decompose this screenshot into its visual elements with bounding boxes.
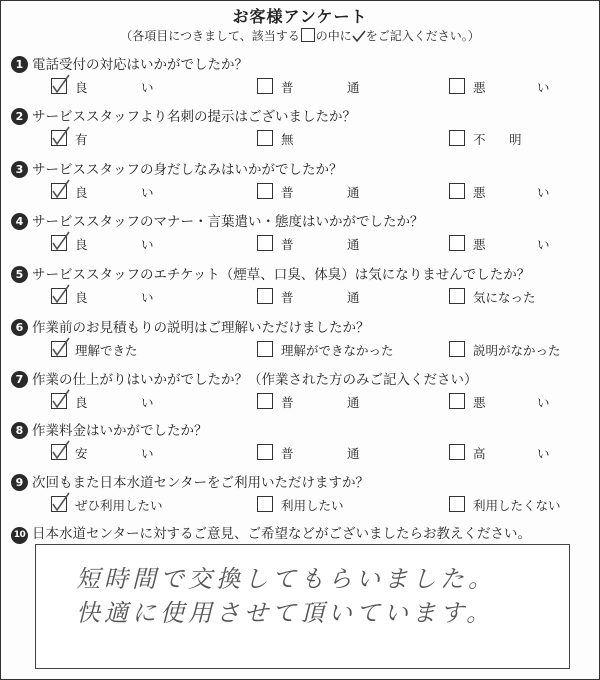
answer-label: 悪 xyxy=(473,185,486,200)
answer-label-tail: 通 xyxy=(347,237,360,252)
comment-textarea[interactable] xyxy=(35,544,570,669)
question-text: サービススタッフのエチケット（煙草、口臭、体臭）は気になりませんでしたか？ xyxy=(32,267,531,283)
question-4 xyxy=(11,210,424,230)
question-number-badge: 7 xyxy=(11,371,28,388)
handwritten-check-icon xyxy=(49,284,71,306)
answer-option[interactable] xyxy=(449,130,589,146)
answer-label: 安 xyxy=(75,446,88,461)
answer-label: 不 xyxy=(473,132,486,147)
answer-label-tail: い xyxy=(537,237,550,252)
answer-checkbox[interactable] xyxy=(449,78,465,94)
answer-checkbox[interactable] xyxy=(257,496,273,512)
answer-label: 良 xyxy=(75,237,88,252)
answer-option[interactable] xyxy=(257,183,397,199)
answer-option[interactable] xyxy=(449,235,589,251)
answer-label-tail: 通 xyxy=(347,185,360,200)
answer-option[interactable] xyxy=(257,235,397,251)
handwritten-check-icon xyxy=(49,74,71,96)
answer-checkbox[interactable] xyxy=(449,444,465,460)
question-text: 作業料金はいかがでしたか？ xyxy=(32,423,208,439)
answer-checkbox[interactable] xyxy=(449,235,465,251)
answer-label: 気になった xyxy=(473,290,536,305)
question-text: 電話受付の対応はいかがでしたか？ xyxy=(32,57,248,73)
answer-label-tail: い xyxy=(141,395,154,410)
answer-label: 無 xyxy=(281,132,294,147)
answer-label: 普 xyxy=(281,395,294,410)
answer-option[interactable] xyxy=(51,341,191,357)
question-text: サービススタッフのマナー・言葉遣い・態度はいかがでしたか？ xyxy=(32,214,424,230)
comment-question xyxy=(11,522,531,544)
answer-label-tail: い xyxy=(141,446,154,461)
answer-checkbox[interactable] xyxy=(257,183,273,199)
answer-checkbox[interactable] xyxy=(51,235,67,251)
answer-label-tail: い xyxy=(141,237,154,252)
question-text: サービススタッフの身だしなみはいかがでしたか？ xyxy=(32,162,343,178)
handwritten-check-icon xyxy=(49,126,71,148)
answer-label: 理解できた xyxy=(75,343,138,358)
answer-label: 良 xyxy=(75,395,88,410)
answer-option[interactable] xyxy=(51,496,191,512)
question-8 xyxy=(11,419,208,439)
answer-option[interactable] xyxy=(51,235,191,251)
answer-option[interactable] xyxy=(51,78,191,94)
answer-label: 説明がなかった xyxy=(473,343,561,358)
handwritten-check-icon xyxy=(49,389,71,411)
question-text: 日本水道センターに対するご意見、ご希望などがございましたらお教えください。 xyxy=(32,526,531,542)
answer-option[interactable] xyxy=(257,288,397,304)
answer-label-tail: い xyxy=(537,446,550,461)
answer-checkbox[interactable] xyxy=(257,288,273,304)
answer-label: ぜひ利用したい xyxy=(75,498,163,513)
survey-title: お客様アンケート xyxy=(232,7,368,26)
answer-option[interactable] xyxy=(257,78,397,94)
answer-option[interactable] xyxy=(257,341,397,357)
question-3 xyxy=(11,158,343,178)
answer-label-tail: 通 xyxy=(347,446,360,461)
answer-label-tail: い xyxy=(141,80,154,95)
answer-option[interactable] xyxy=(51,444,191,460)
answer-label: 有 xyxy=(75,132,88,147)
answer-option[interactable] xyxy=(449,183,589,199)
question-number-badge: 9 xyxy=(11,474,28,491)
answer-label: 良 xyxy=(75,80,88,95)
answer-checkbox[interactable] xyxy=(51,130,67,146)
answer-checkbox[interactable] xyxy=(51,183,67,199)
answer-checkbox[interactable] xyxy=(51,393,67,409)
answer-option[interactable] xyxy=(51,288,191,304)
answer-label-tail: 明 xyxy=(509,132,522,147)
answer-option[interactable] xyxy=(51,130,191,146)
answer-label: 利用したくない xyxy=(473,498,561,513)
answer-label-tail: 通 xyxy=(347,395,360,410)
answer-option[interactable] xyxy=(449,496,589,512)
answer-option[interactable] xyxy=(449,444,589,460)
answer-checkbox[interactable] xyxy=(51,288,67,304)
question-number-badge: 6 xyxy=(11,319,28,336)
answer-checkbox[interactable] xyxy=(449,288,465,304)
handwritten-check-icon xyxy=(49,440,71,462)
answer-label-tail: い xyxy=(537,185,550,200)
answer-label: 普 xyxy=(281,237,294,252)
instruction-text xyxy=(1,27,599,45)
question-7 xyxy=(11,368,478,388)
answer-option[interactable] xyxy=(449,78,589,94)
answer-label: 普 xyxy=(281,185,294,200)
question-number-badge: 5 xyxy=(11,266,28,283)
answer-label: 悪 xyxy=(473,80,486,95)
question-number-badge: 8 xyxy=(11,422,28,439)
answer-option[interactable] xyxy=(51,183,191,199)
answer-checkbox[interactable] xyxy=(257,78,273,94)
answer-label: 良 xyxy=(75,290,88,305)
answer-label-tail: い xyxy=(537,80,550,95)
handwritten-comment-line: 短時間で交換してもらいました。 xyxy=(76,565,496,593)
handwritten-check-icon xyxy=(49,492,71,514)
handwritten-check-icon xyxy=(49,231,71,253)
question-number-badge: 10 xyxy=(11,527,28,544)
answer-option[interactable] xyxy=(257,496,397,512)
handwritten-check-icon xyxy=(49,337,71,359)
question-number-badge: 4 xyxy=(11,213,28,230)
answer-label: 普 xyxy=(281,446,294,461)
answer-label-tail: い xyxy=(537,395,550,410)
answer-option[interactable] xyxy=(257,444,397,460)
question-number-badge: 3 xyxy=(11,161,28,178)
answer-checkbox[interactable] xyxy=(449,130,465,146)
answer-checkbox[interactable] xyxy=(51,78,67,94)
handwritten-check-icon xyxy=(49,179,71,201)
question-text: サービススタッフより名刺の提示はございましたか？ xyxy=(32,109,356,125)
answer-label-tail: い xyxy=(141,185,154,200)
question-text: 作業の仕上がりはいかがでしたか？（作業された方のみご記入ください） xyxy=(32,372,478,388)
question-2 xyxy=(11,105,356,125)
answer-label: 悪 xyxy=(473,395,486,410)
answer-label-tail: 通 xyxy=(347,290,360,305)
question-text: 次回もまた日本水道センターをご利用いただけますか？ xyxy=(32,475,369,491)
answer-checkbox[interactable] xyxy=(257,130,273,146)
question-6 xyxy=(11,316,370,336)
handwritten-comment-line: 快適に使用させて頂いています。 xyxy=(76,599,495,627)
answer-checkbox[interactable] xyxy=(51,444,67,460)
answer-label: 普 xyxy=(281,80,294,95)
answer-checkbox[interactable] xyxy=(257,444,273,460)
answer-option[interactable] xyxy=(449,288,589,304)
instruction-before: （各項目につきまして、該当する xyxy=(120,29,300,43)
sample-checkbox-icon xyxy=(301,28,315,42)
answer-checkbox[interactable] xyxy=(257,393,273,409)
question-number-badge: 2 xyxy=(11,108,28,125)
answer-label: 利用したい xyxy=(281,498,344,513)
question-number-badge: 1 xyxy=(11,56,28,73)
answer-option[interactable] xyxy=(51,393,191,409)
answer-checkbox[interactable] xyxy=(449,183,465,199)
answer-label: 普 xyxy=(281,290,294,305)
answer-label: 良 xyxy=(75,185,88,200)
answer-checkbox[interactable] xyxy=(51,341,67,357)
answer-checkbox[interactable] xyxy=(257,235,273,251)
question-5 xyxy=(11,263,530,283)
answer-checkbox[interactable] xyxy=(449,496,465,512)
instruction-after: をご記入ください。） xyxy=(365,29,480,43)
answer-checkbox[interactable] xyxy=(449,393,465,409)
answer-label-tail: 通 xyxy=(347,80,360,95)
answer-checkbox[interactable] xyxy=(51,496,67,512)
question-1 xyxy=(11,53,248,73)
question-text: 作業前のお見積もりの説明はご理解いただけましたか？ xyxy=(32,320,370,336)
answer-label: 悪 xyxy=(473,237,486,252)
answer-label: 理解ができなかった xyxy=(281,343,394,358)
answer-option[interactable] xyxy=(257,130,397,146)
answer-option[interactable] xyxy=(449,393,589,409)
answer-option[interactable] xyxy=(257,393,397,409)
answer-checkbox[interactable] xyxy=(449,341,465,357)
instruction-middle: の中に xyxy=(315,29,352,43)
answer-label: 高 xyxy=(473,446,486,461)
answer-label-tail: い xyxy=(141,290,154,305)
question-9 xyxy=(11,471,369,491)
answer-option[interactable] xyxy=(449,341,589,357)
checkmark-icon xyxy=(352,30,366,45)
answer-checkbox[interactable] xyxy=(257,341,273,357)
